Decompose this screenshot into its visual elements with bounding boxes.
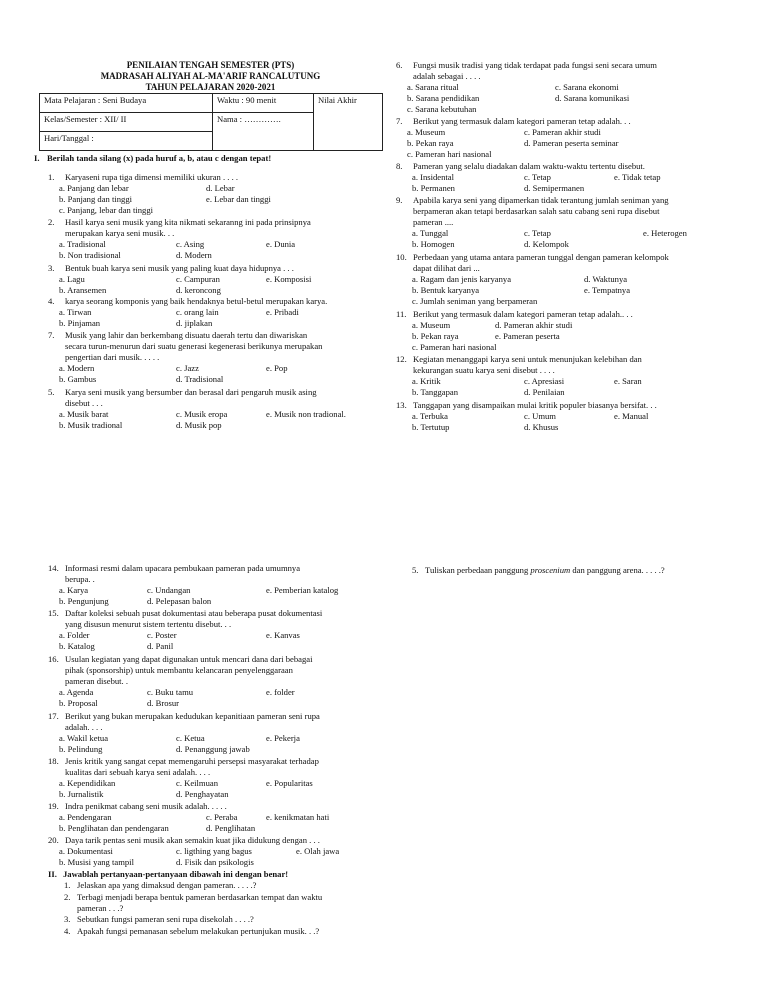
question-text: Jenis kritik yang sangat cepat memengaruhi persepsi masyarakat terhadap [65,756,319,766]
answer-option[interactable]: b. Homogen [412,239,455,249]
answer-option[interactable]: b. Bentuk karyanya [412,285,480,295]
question-text: Tanggapan yang disampaikan mulai kritik populer biasanya bersifat. . . [413,400,657,410]
answer-option[interactable]: c. Tetap [524,228,551,238]
answer-option[interactable]: c. Apresiasi [524,376,565,386]
answer-option[interactable]: b. Musik tradional [59,420,123,430]
answer-option[interactable]: c. Jazz [176,363,199,373]
answer-option[interactable]: e. Musik non tradional. [266,409,346,419]
answer-option[interactable]: b. Katalog [59,641,95,651]
question-text: Karyaseni rupa tiga dimensi memiliki ukuran . . . . [65,172,239,182]
section-2-number: II. [48,869,57,879]
essay-5-text-pre: Tuliskan perbedaan panggung [425,565,531,575]
answer-option[interactable]: a. Dokumentasi [59,846,113,856]
name-cell[interactable]: Nama : …………. [213,113,314,151]
question-text: Indra penikmat cabang seni musik adalah. . . . . [65,801,227,811]
answer-option[interactable]: b. Proposal [59,698,98,708]
answer-option[interactable]: a. Insidental [412,172,454,182]
question-text: secara turun-menurun dari suatu generasi kegenerasi berikunya merupakan [65,341,323,351]
answer-option[interactable]: c. Pameran akhir studi [524,127,601,137]
section-1-number: I. [34,153,40,163]
answer-option[interactable]: c. Musik eropa [176,409,228,419]
question-text: karya seorang komponis yang baik hendaknya betul-betul merupakan karya. [65,296,328,306]
question-number: 2. [48,217,55,227]
question-text: Informasi resmi dalam upacara pembukaan pameran pada umumnya [65,563,301,573]
answer-option[interactable]: b. Pekan raya [412,331,459,341]
answer-option[interactable]: d. Panil [147,641,174,651]
question-text: pengertian dari musik. . . . . [65,352,160,362]
answer-option[interactable]: c. Peraba [206,812,238,822]
answer-option[interactable]: d. keroncong [176,285,221,295]
question-text: Musik yang lahir dan berkembang disuatu daerah tertu dan diwariskan [65,330,308,340]
answer-option[interactable]: a. Folder [59,630,90,640]
essay-5-term: proscenium [530,565,571,575]
section-1-instruction: Berilah tanda silang (x) pada huruf a, b, atau c dengan tepat! [47,153,272,163]
answer-option[interactable]: e. Tidak tetap [614,172,661,182]
question-text: yang disusun menurut sistem tertentu disebut. . . [65,619,232,629]
answer-option[interactable]: d. Pelepasan balon [147,596,212,606]
essay-5-text-post: dan panggung arena. . . . .? [570,565,665,575]
question-number: 8. [396,161,403,171]
answer-option[interactable]: a. Wakil ketua [59,733,109,743]
answer-option[interactable]: c. Sarana ekonomi [555,82,619,92]
question-text: kekurangan suatu karya seni disebut . . . . [413,365,555,375]
answer-option[interactable]: e. Tempatnya [584,285,631,295]
question-text: Kegiatan menanggapi karya seni untuk menunjukan kelebihan dan [413,354,642,364]
academic-year: TAHUN PELAJARAN 2020-2021 [145,82,276,92]
essay-5-text [425,565,665,576]
answer-option[interactable]: d. Pameran akhir studi [495,320,573,330]
question-text: berupa. . [65,574,95,584]
question-text: Perbedaan yang utama antara pameran tunggal dengan pameran kelompok [413,252,669,262]
answer-option[interactable]: a. Kependidikan [59,778,116,788]
answer-option[interactable]: b. Pengunjung [59,596,109,606]
answer-option[interactable]: c. Undangan [147,585,191,595]
answer-option[interactable]: d. Penglihatan [206,823,256,833]
answer-option[interactable]: a. Museum [412,320,451,330]
question-text: Pameran yang selalu diadakan dalam waktu-waktu tertentu disebut. [413,161,645,171]
answer-option[interactable]: d. Semipermanen [524,183,585,193]
question-number: 15. [48,608,59,618]
question-number: 9. [396,195,403,205]
date-cell[interactable]: Hari/Tanggal : [40,132,213,151]
question-number: 17. [48,711,59,721]
class-cell: Kelas/Semester : XII/ II [40,113,213,132]
answer-option[interactable]: b. Pelindung [59,744,103,754]
answer-option[interactable]: b. Musisi yang tampil [59,857,134,867]
question-text: berpameran akan tetapi berdasarkan salah satu cabang seni rupa disebut [413,206,660,216]
answer-option[interactable]: a. Museum [407,127,446,137]
question-text: pameran .... [413,217,454,227]
question-text: Berikut yang termasuk dalam kategori pameran tetap adalah. . . [413,116,631,126]
question-number: 7. [396,116,403,126]
question-text: merupakan karya seni musik. . . [65,228,175,238]
question-text: Berikut yang termasuk dalam kategori pameran tetap adalah.. . . [413,309,633,319]
question-number: 5. [48,387,55,397]
question-text: disebut . . . [65,398,103,408]
answer-option[interactable]: a. Modern [59,363,95,373]
answer-option[interactable]: a. Karya [59,585,89,595]
essay-2-number: 2. [64,892,71,902]
answer-option[interactable]: b. Tertutup [412,422,450,432]
essay-3-text: Sebutkan fungsi pameran seni rupa disekolah . . . .? [77,914,254,924]
question-text: Berikut yang bukan merupakan kedudukan kepanitiaan pameran seni rupa [65,711,320,721]
time-cell: Waktu : 90 menit [213,94,314,113]
answer-option[interactable]: c. Buku tamu [147,687,194,697]
answer-option[interactable]: c. Sarana kebutuhan [407,104,477,114]
answer-option[interactable]: c. Campuran [176,274,220,284]
answer-option[interactable]: e. Komposisi [266,274,312,284]
answer-option[interactable]: a. Tradisional [59,239,106,249]
question-number: 6. [396,60,403,70]
question-number: 18. [48,756,59,766]
answer-option[interactable]: e. folder [266,687,295,697]
answer-option[interactable]: d. Brosur [147,698,179,708]
answer-option[interactable]: e. Saran [614,376,642,386]
school-name: MADRASAH ALIYAH AL-MA'ARIF RANCALUTUNG [100,71,321,81]
answer-option[interactable]: c. Poster [147,630,177,640]
question-text: adalah. . . . [65,722,103,732]
question-text: pihak (sponsorship) untuk membantu kelancaran penyelenggaraan [65,665,293,675]
answer-option[interactable]: c. Ketua [176,733,205,743]
answer-option[interactable]: d. Penilaian [524,387,565,397]
answer-option[interactable]: d. Fisik dan psikologis [176,857,254,867]
question-text: Daya tarik pentas seni musik akan semakin kuat jika didukung dengan . . . [65,835,320,845]
question-number: 4. [48,296,55,306]
answer-option[interactable]: b. Pinjaman [59,318,101,328]
answer-option[interactable]: a. Panjang dan lebar [59,183,129,193]
exam-title: PENILAIAN TENGAH SEMESTER (PTS) [126,60,295,70]
answer-option[interactable]: b. Gambus [59,374,97,384]
answer-option[interactable]: e. Lebar dan tinggi [206,194,271,204]
essay-5-number: 5. [412,565,419,575]
answer-option[interactable]: d. Khusus [524,422,559,432]
answer-option[interactable]: a. Sarana ritual [407,82,459,92]
question-text: Bentuk buah karya seni musik yang paling kuat daya hidupnya . . . [65,263,294,273]
answer-option[interactable]: c. Panjang, lebar dan tinggi [59,205,154,215]
essay-4-number: 4. [64,926,71,936]
essay-3-number: 3. [64,914,71,924]
question-text: pameran disebut. . [65,676,129,686]
question-number: 13. [396,400,407,410]
question-number: 14. [48,563,59,573]
question-number: 12. [396,354,407,364]
answer-option[interactable]: c. Jumlah seniman yang berpameran [412,296,538,306]
answer-option[interactable]: e. Manual [614,411,649,421]
answer-option[interactable]: d. jiplakan [176,318,213,328]
answer-option[interactable]: a. Agenda [59,687,94,697]
answer-option[interactable]: b. Non tradisional [59,250,121,260]
section-2-instruction: Jawablah pertanyaan-pertanyaan dibawah ini dengan benar! [63,869,289,879]
answer-option[interactable]: d. Lebar [206,183,235,193]
question-text: Karya seni musik yang bersumber dan berasal dari pengaruh musik asing [65,387,317,397]
answer-option[interactable]: d. Waktunya [584,274,628,284]
answer-option[interactable]: e. Popularitas [266,778,313,788]
answer-option[interactable]: d. Pameran peserta seminar [524,138,619,148]
answer-option[interactable]: b. Pekan raya [407,138,454,148]
essay-1-text: Jelaskan apa yang dimaksud dengan pameran. . . . .? [77,880,257,890]
question-text: Apabila karya seni yang dipamerkan tidak terantung jumlah seniman yang [413,195,669,205]
answer-option[interactable]: d. Musik pop [176,420,222,430]
question-text: Usulan kegiatan yang dapat digunakan untuk mencari dana dari bebagai [65,654,313,664]
question-text: Hasil karya seni musik yang kita nikmati sekaranng ini pada prinsipnya [65,217,311,227]
answer-option[interactable]: e. Pribadi [266,307,299,317]
answer-option[interactable]: d. Sarana komunikasi [555,93,630,103]
answer-option[interactable]: b. Panjang dan tinggi [59,194,133,204]
answer-option[interactable]: e. Pop [266,363,288,373]
answer-option[interactable]: b. Penglihatan dan pendengaran [59,823,169,833]
answer-option[interactable]: c. Umum [524,411,556,421]
question-number: 1. [48,172,55,182]
answer-option[interactable]: d. Kelompok [524,239,569,249]
essay-2-text: Terbagi menjadi berapa bentuk pameran berdasarkan tempat dan waktu [77,892,323,902]
answer-option[interactable]: b. Permanen [412,183,455,193]
essay-1-number: 1. [64,880,71,890]
answer-option[interactable]: e. Pemberian katalog [266,585,339,595]
answer-option[interactable]: d. Modern [176,250,212,260]
question-number: 7. [48,330,55,340]
answer-option[interactable]: d. Tradisional [176,374,224,384]
answer-option[interactable]: e. Dunia [266,239,296,249]
answer-option[interactable]: d. Penghayatan [176,789,229,799]
answer-option[interactable]: b. Aransemen [59,285,107,295]
answer-option[interactable]: b. Tanggapan [412,387,459,397]
answer-option[interactable]: c. orang lain [176,307,219,317]
identity-table [39,93,383,151]
answer-option[interactable]: a. Kritik [412,376,441,386]
essay-4-text: Apakah fungsi pemanasan sebelum melakukan pertunjukan musik. . .? [77,926,320,936]
answer-option[interactable]: e. Pameran peserta [495,331,560,341]
question-text: Fungsi musik tradisi yang tidak terdapat pada fungsi seni secara umum [413,60,657,70]
question-text: adalah sebagai . . . . [413,71,481,81]
answer-option[interactable]: c. Asing [176,239,205,249]
answer-option[interactable]: c. Pameran hari nasional [412,342,497,352]
answer-option[interactable]: a. Pendengaran [59,812,112,822]
answer-option[interactable]: e. Olah jawa [296,846,340,856]
answer-option[interactable]: c. Tetap [524,172,551,182]
answer-option[interactable]: d. Penanggung jawab [176,744,250,754]
answer-option[interactable]: e. Pekerja [266,733,300,743]
answer-option[interactable]: a. Terbuka [412,411,448,421]
question-text: dapat dilihat dari ... [413,263,480,273]
final-score-cell[interactable]: Nilai Akhir [314,94,383,151]
question-number: 10. [396,252,407,262]
essay-2-text-cont: pameran . . .? [77,903,124,913]
answer-option[interactable]: c. ligthing yang bagus [176,846,252,856]
answer-option[interactable]: a. Lagu [59,274,85,284]
question-text: Daftar koleksi sebuah pusat dokumentasi atau beberapa pusat dokumentasi [65,608,323,618]
answer-option[interactable]: c. Keilmuan [176,778,218,788]
answer-option[interactable]: a. Ragam dan jenis karyanya [412,274,512,284]
question-number: 16. [48,654,59,664]
question-number: 19. [48,801,59,811]
question-text: kualitas dari sebuah karya seni adalah. . . . [65,767,211,777]
question-number: 11. [396,309,407,319]
question-number: 20. [48,835,59,845]
answer-option[interactable]: e. kenikmatan hati [266,812,330,822]
answer-option[interactable]: b. Jurnalistik [59,789,104,799]
answer-option[interactable]: a. Musik barat [59,409,109,419]
answer-option[interactable]: c. Pameran hari nasional [407,149,492,159]
answer-option[interactable]: a. Tunggal [412,228,449,238]
answer-option[interactable]: b. Sarana pendidikan [407,93,480,103]
answer-option[interactable]: a. Tirwan [59,307,92,317]
subject-cell: Mata Pelajaran : Seni Budaya [40,94,213,113]
question-number: 3. [48,263,55,273]
answer-option[interactable]: e. Heterogen [643,228,687,238]
answer-option[interactable]: e. Kanvas [266,630,300,640]
